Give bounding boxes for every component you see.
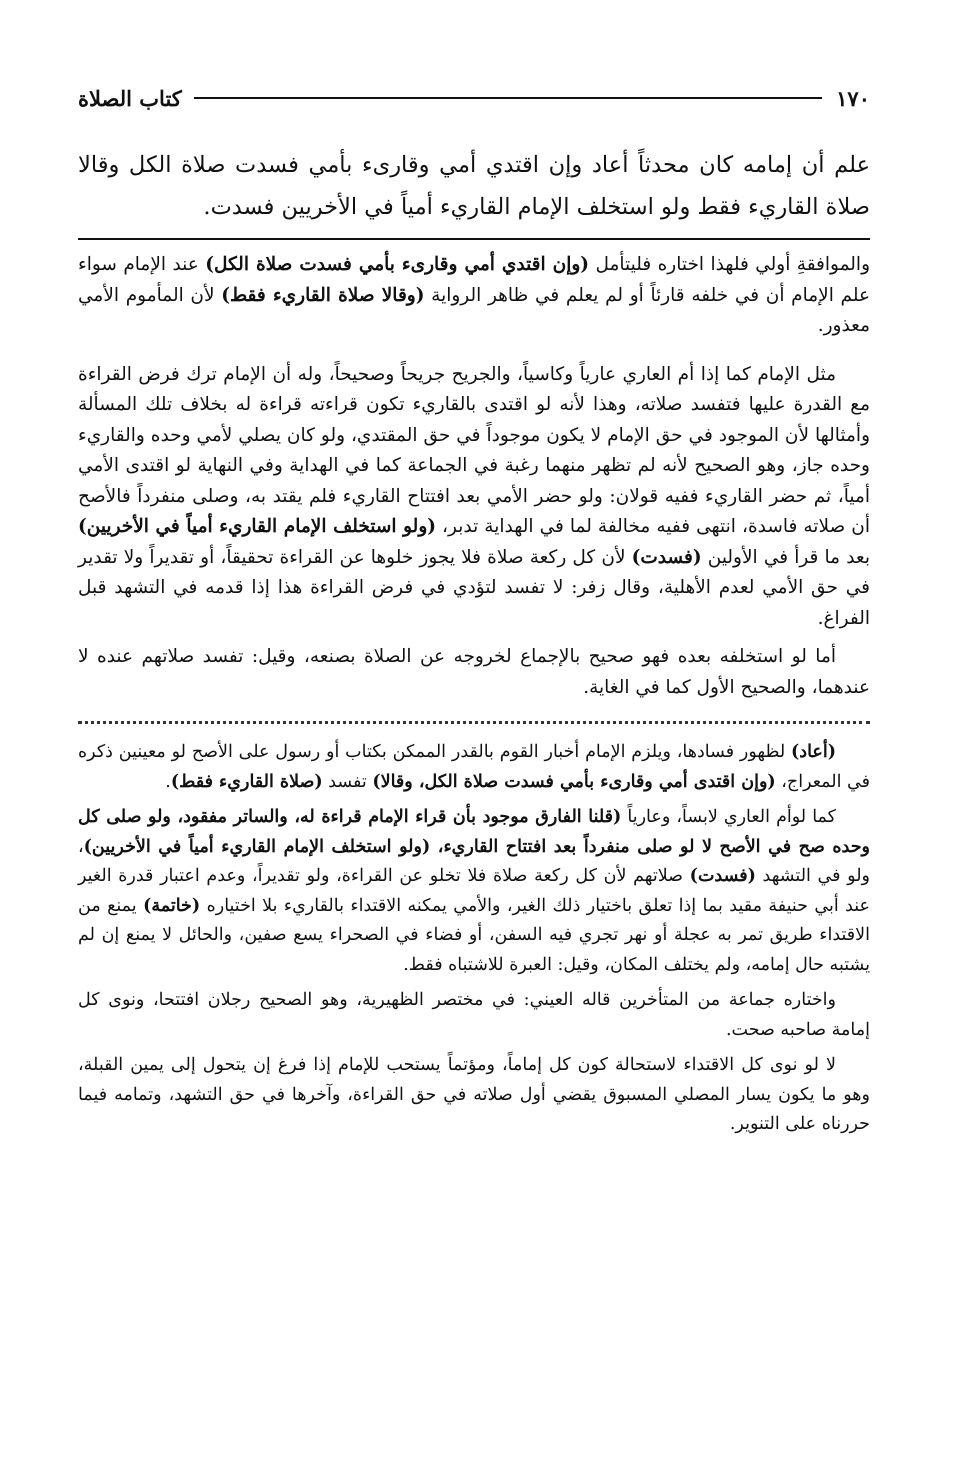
- quoted-matn: (أعاد): [791, 742, 836, 762]
- quoted-matn: (فسدت): [631, 546, 702, 568]
- commentary-paragraph: [78, 250, 870, 342]
- text-run: لظهور فسادها، ويلزم الإمام أخبار القوم بالقدر الممكن بكتاب أو رسول على الأصح لو معينين ذكره في المعراج،: [78, 742, 870, 792]
- text-run: تفسد: [322, 771, 373, 792]
- quoted-matn: (قلنا الفارق موجود بأن قراء الإمام قراءة له، والساتر مفقود، ولو صلى كل وحده صح في الأصح لا لو صلى منفرداً بعد افتتاح القاريء، (ولو استخلف الإمام القاريء أمياً في الأخريين): [78, 807, 870, 857]
- text-run: والموافقةِ أولي فلهذا اختاره فليتأمل: [589, 254, 871, 275]
- text-run: عند الإمام سواء علم الإمام أن في خلفه قارئاً أو لم يعلم في ظاهر الرواية: [78, 254, 871, 306]
- running-header: [78, 78, 870, 118]
- text-run: ، ولو في التشهد: [78, 836, 870, 886]
- text-run: .: [165, 771, 171, 792]
- text-run: لأن المأموم الأمي معذور.: [78, 284, 870, 336]
- text-run: يمنع من الاقتداء طريق تمر به عجلة أو نهر تجري فيه السفن، أو فضاء في الصحراء يسع صفين، والحائل لا يمنع إن لم يشتبه حال إمامه، ولم يختلف المكان، وقيل: العبرة للاشتباه فقط.: [78, 895, 870, 975]
- text-run: مثل الإمام كما إذا أم العاري عارياً وكاسياً، والجريح جريحاً وصحيحاً، وله أن الإمام ترك فرض القراءة مع القدرة عليها فتفسد صلاته، وهذا لأنه لو اقتدى بالقاريء تكون قراءته قراءة له بخلاف تلك المسألة وأمثالها لأن الموجود في حق الإمام لا يكون موجوداً في حق المقتدي، ولو كان يصلي لأمي وحده والقاريء وحده جاز، وهو الصحيح لأنه لم تظهر منهما رغبة في الجماعة كما في الهداية وفي النهاية لو اقتدى الأمي أمياً، ثم حضر القاريء ففيه قولان: ولو حضر الأمي بعد افتتاح القاريء فلم يقتد به، وصلى منفرداً فالأصح أن صلاته فاسدة، انتهى ففيه مخالفة لما في الهداية تدبر،: [78, 363, 870, 537]
- text-run: لأن كل ركعة صلاة فلا يجوز خلوها عن القراءة تحقيقاً، أو تقديراً ولا تقدير في حق الأمي لعدم الأهلية، وقال زفر: لا تفسد لتؤدي في فرض القراءة هذا إذا قدمه في التشهد قبل الفراغ.: [78, 546, 870, 629]
- quoted-matn: (خاتمة): [143, 895, 201, 916]
- quoted-matn: (صلاة القاريء فقط): [170, 771, 323, 792]
- book-title: كتاب الصلاة: [78, 85, 182, 111]
- text-run: بعد ما قرأ في الأولين: [701, 546, 870, 568]
- commentary-paragraph: واختاره جماعة من المتأخرين قاله العيني: في مختصر الظهيرية، وهو الصحيح رجلان افتتحا، ونوى كل إمامة صاحبه صحت.: [78, 990, 870, 1040]
- text-run: كما لوأم العاري لابساً، وعارياً: [621, 807, 836, 827]
- page-number: ١٧٠: [836, 85, 870, 111]
- quoted-matn: (ولو استخلف الإمام القاريء أمياً في الأخريين): [78, 516, 436, 537]
- commentary-paragraph: [78, 360, 870, 635]
- commentary-first: [78, 250, 870, 703]
- header-rule: [194, 97, 822, 99]
- quoted-matn: (فسدت): [689, 866, 756, 886]
- book-page: [78, 78, 870, 1398]
- quoted-matn: (وقالا صلاة القاريء فقط): [221, 284, 425, 306]
- quoted-matn: (وإن اقتدى أمي وقارىء بأمي فسدت صلاة الكل، وقالا): [372, 771, 776, 792]
- commentary-paragraph: [78, 803, 870, 980]
- text-run: صلاتهم لأن كل ركعة صلاة فلا تخلو عن القراءة، ولو تقديراً، وعدم اعتبار قدرة الغير عند أبي حنيفة مقيد بما إذا تعلق باختيار ذلك الغير، والأمي يمكنه الاقتداء بالقاريء بلا اختياره: [78, 866, 870, 916]
- commentary-paragraph: [78, 738, 870, 797]
- main-text-separator: [78, 238, 870, 240]
- commentary-paragraph: لا لو نوى كل الاقتداء لاستحالة كون كل إماماً، ومؤتماً يستحب للإمام إذا فرغ إن يتحول إلى يمين القبلة، وهو ما يكون يسار المصلي المسبوق يقضي أول صلاته في حق القراءة، وآخرها في حق التشهد، وتمامه فيما حررناه على التنوير.: [78, 1055, 870, 1134]
- main-text-paragraph: علم أن إمامه كان محدثاً أعاد وإن اقتدي أمي وقارىء بأمي فسدت صلاة الكل وقالا صلاة القاريء فقط ولو استخلف الإمام القاريء أمياً في الأخريين فسدت.: [78, 152, 870, 220]
- commentary-second: [78, 738, 870, 1140]
- commentary-paragraph: أما لو استخلفه بعده فهو صحيح بالإجماع لخروجه عن الصلاة بصنعه، وقيل: تفسد صلاتهم عنده لا عندهما، والصحيح الأول كما في الغاية.: [78, 646, 870, 698]
- quoted-matn: (وإن اقتدي أمي وقارىء بأمي فسدت صلاة الكل): [205, 254, 590, 275]
- commentary-separator: [78, 721, 870, 724]
- main-text: [78, 144, 870, 228]
